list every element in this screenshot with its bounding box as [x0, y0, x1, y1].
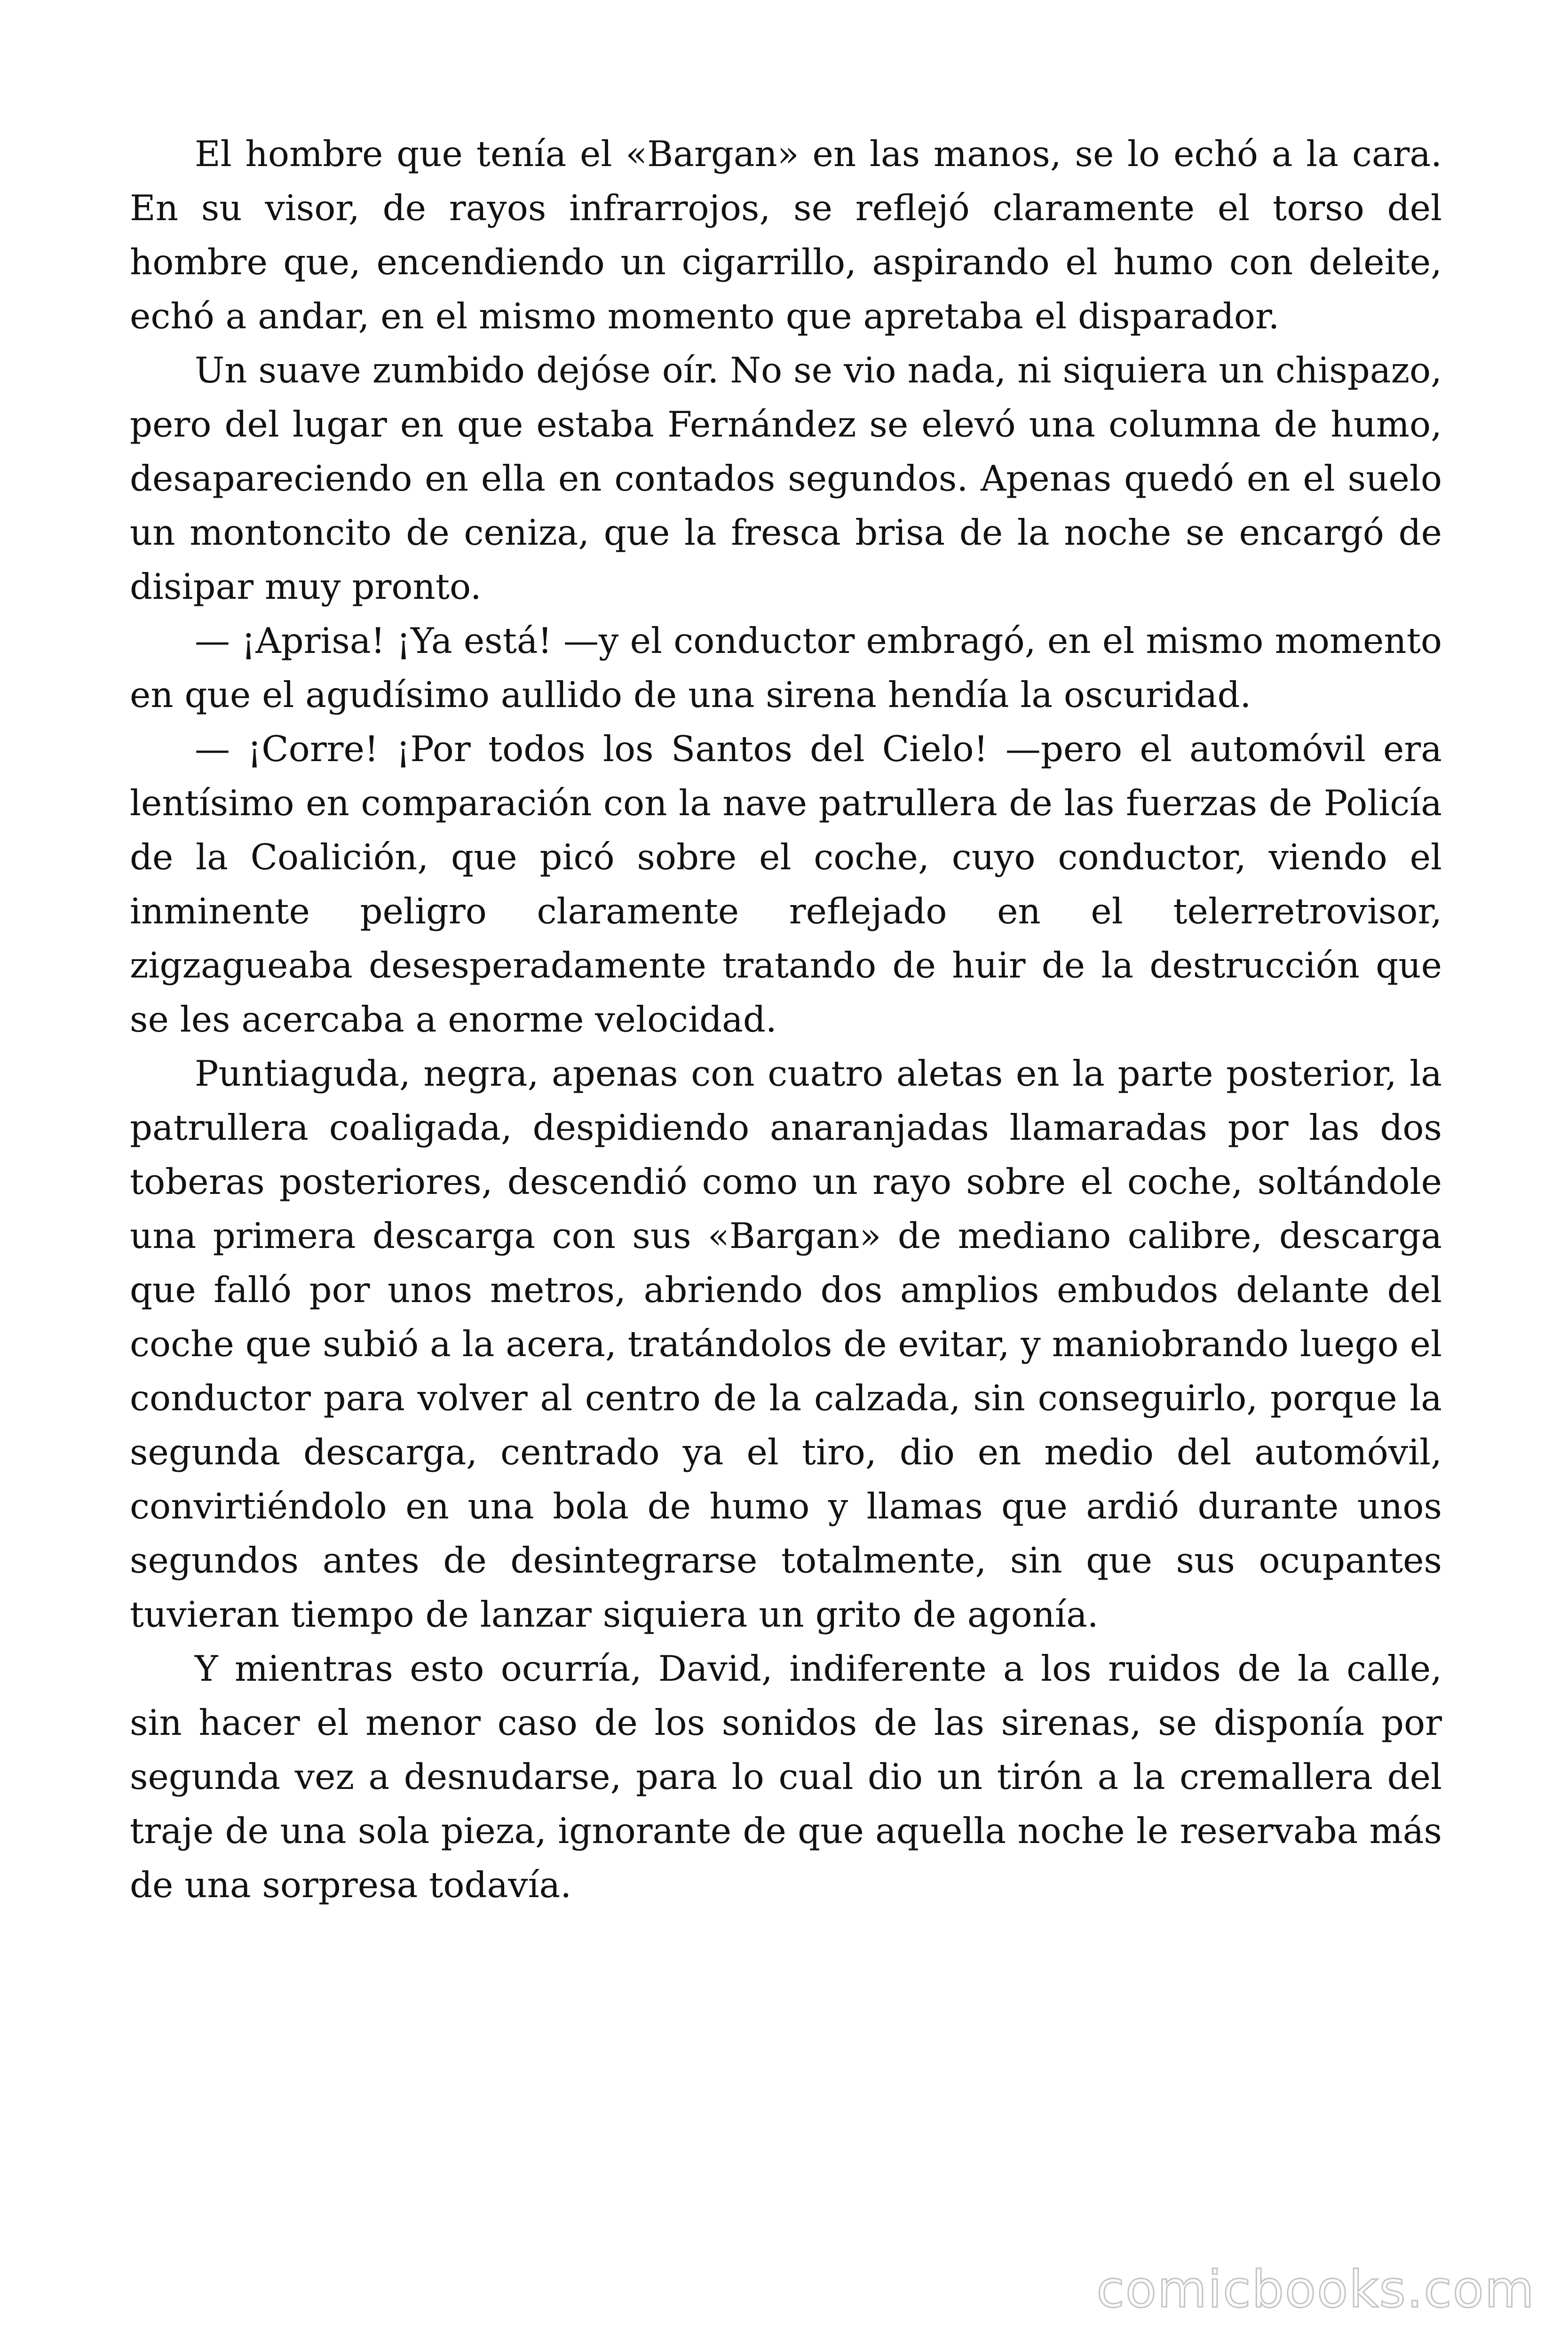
paragraph: Puntiaguda, negra, apenas con cuatro aletas en la parte posterior, la patrullera coaligada, despidiendo anaranjadas llamaradas por las dos toberas posteriores, descendió como un rayo sobre el coche, soltándole una primera descarga con sus «Bargan» de mediano calibre, descarga que falló por unos metros, abriendo dos amplios embudos delante del coche que subió a la acera, tratándolos de evitar, y maniobrando luego el conductor para volver al centro de la calzada, sin conseguirlo, porque la segunda descarga, centrado ya el tiro, dio en medio del automóvil, convirtiéndolo en una bola de humo y llamas que ardió durante unos segundos antes de desintegrarse totalmente, sin que sus ocupantes tuvieran tiempo de lanzar siquiera un grito de agonía. — [130, 1053, 1442, 1635]
page-text — [130, 127, 1442, 1912]
paragraph: Y mientras esto ocurría, David, indiferente a los ruidos de la calle, sin hacer el menor caso de los sonidos de las sirenas, se disponía por segunda vez a desnudarse, para lo cual dio un tirón a la cremallera del traje de una sola pieza, ignorante de que aquella noche le reservaba más de una sorpresa todavía. — [130, 1648, 1442, 1906]
paragraph: El hombre que tenía el «Bargan» en las manos, se lo echó a la cara. En su visor, de rayos infrarrojos, se reflejó claramente el torso del hombre que, encendiendo un cigarrillo, aspirando el humo con deleite, echó a andar, en el mismo momento que apretaba el disparador. — [130, 133, 1442, 337]
watermark: comicbooks.com — [1096, 2260, 1535, 2319]
paragraph: — ¡Corre! ¡Por todos los Santos del Cielo! —pero el automóvil era lentísimo en comparación con la nave patrullera de las fuerzas de Policía de la Coalición, que picó sobre el coche, cuyo conductor, viendo el inminente peligro claramente reflejado en el telerretrovisor, zigzagueaba desesperadamente tratando de huir de la destrucción que se les acercaba a enorme velocidad. — [130, 728, 1442, 1040]
paragraph: — ¡Aprisa! ¡Ya está! —y el conductor embragó, en el mismo momento en que el agudísimo aullido de una sirena hendía la oscuridad. — [130, 620, 1442, 715]
paragraph: Un suave zumbido dejóse oír. No se vio nada, ni siquiera un chispazo, pero del lugar en que estaba Fernández se elevó una columna de humo, desapareciendo en ella en contados segundos. Apenas quedó en el suelo un montoncito de ceniza, que la fresca brisa de la noche se encargó de disipar muy pronto. — [130, 350, 1442, 607]
